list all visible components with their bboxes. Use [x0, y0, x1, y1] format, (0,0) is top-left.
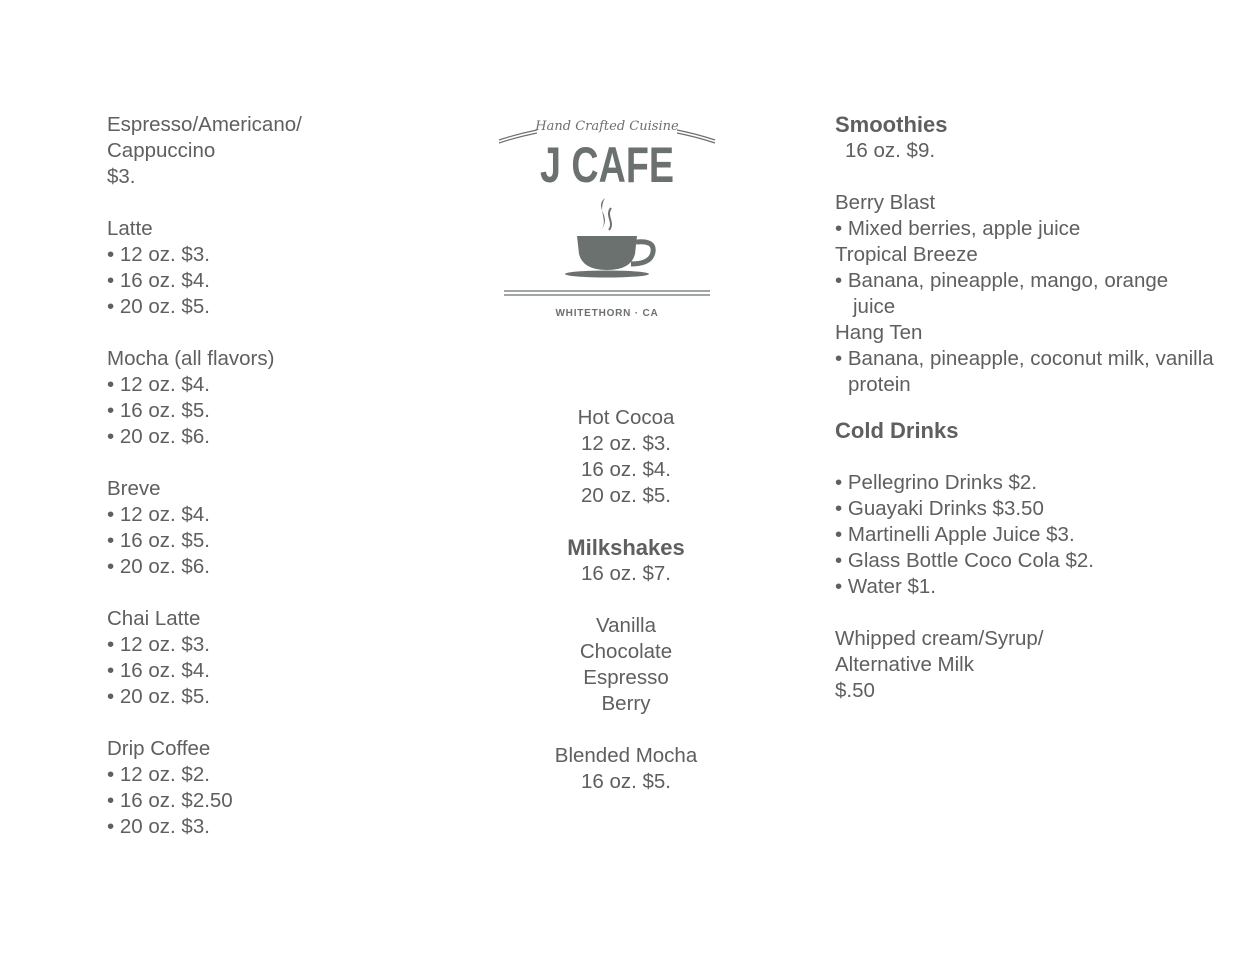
list-item: • 20 oz. $6. [107, 555, 210, 578]
smoothie-name: Hang Ten [835, 321, 923, 344]
list-item: • Guayaki Drinks $3.50 [835, 497, 1044, 520]
list-item: • 12 oz. $3. [107, 633, 210, 656]
list-item: • 12 oz. $2. [107, 763, 210, 786]
list-item: 20 oz. $5. [580, 484, 672, 507]
espresso-title-2: Cappuccino [107, 139, 216, 162]
list-item: 16 oz. $4. [580, 458, 672, 481]
list-item: • Martinelli Apple Juice $3. [835, 523, 1075, 546]
list-item: • Water $1. [835, 575, 936, 598]
list-item: 12 oz. $3. [580, 432, 672, 455]
hot-coffee-column [107, 112, 427, 840]
smoothie-desc: • Mixed berries, apple juice [835, 217, 1081, 240]
list-item: • 20 oz. $5. [107, 685, 210, 708]
smoothie-desc: • Banana, pineapple, coconut milk, vanilla protein [835, 347, 1214, 396]
list-item: • 12 oz. $4. [107, 373, 210, 396]
list-item: • 20 oz. $6. [107, 425, 210, 448]
list-item: • Glass Bottle Coco Cola $2. [835, 549, 1094, 572]
list-item: Espresso [583, 666, 669, 689]
list-item: • 16 oz. $5. [107, 529, 210, 552]
list-item: • 16 oz. $4. [107, 269, 210, 292]
smoothies-price: 16 oz. $9. [845, 139, 936, 162]
specialty-column [478, 405, 774, 795]
latte-title: Latte [107, 217, 153, 240]
list-item: Chocolate [579, 640, 673, 663]
blended-mocha-title: Blended Mocha [554, 744, 698, 767]
smoothies-cold-column [835, 112, 1215, 704]
milkshakes-title: Milkshakes [567, 535, 685, 560]
extras-price: $.50 [835, 679, 875, 702]
steam-icon [601, 198, 605, 230]
logo-graphic [497, 108, 717, 323]
list-item: • 16 oz. $5. [107, 399, 210, 422]
list-item: • 12 oz. $4. [107, 503, 210, 526]
list-item: Berry [601, 692, 651, 715]
list-item: • 20 oz. $5. [107, 295, 210, 318]
logo-brand: J CAFE [540, 137, 674, 193]
mocha-title: Mocha (all flavors) [107, 347, 275, 370]
espresso-title-1: Espresso/Americano/ [107, 113, 302, 136]
smoothie-name: Tropical Breeze [835, 243, 978, 266]
list-item: • 20 oz. $3. [107, 815, 210, 838]
hot-cocoa-title: Hot Cocoa [577, 406, 675, 429]
extras-line-2: Alternative Milk [835, 653, 974, 676]
list-item: Vanilla [595, 614, 657, 637]
breve-title: Breve [107, 477, 161, 500]
chai-latte-title: Chai Latte [107, 607, 201, 630]
list-item: • Pellegrino Drinks $2. [835, 471, 1038, 494]
espresso-price: $3. [107, 165, 136, 188]
cafe-logo [497, 108, 717, 323]
list-item: • 12 oz. $3. [107, 243, 210, 266]
list-item: • 16 oz. $4. [107, 659, 210, 682]
extras-line-1: Whipped cream/Syrup/ [835, 627, 1044, 650]
drip-coffee-title: Drip Coffee [107, 737, 211, 760]
list-item: • 16 oz. $2.50 [107, 789, 233, 812]
logo-tagline: Hand Crafted Cuisine [535, 119, 679, 134]
blended-mocha-price: 16 oz. $5. [580, 770, 672, 793]
smoothie-name: Berry Blast [835, 191, 936, 214]
smoothies-title: Smoothies [835, 112, 948, 137]
milkshakes-price: 16 oz. $7. [580, 562, 672, 585]
cold-drinks-title: Cold Drinks [835, 418, 959, 443]
smoothie-desc: • Banana, pineapple, mango, orange juice [835, 269, 1169, 318]
coffee-cup-icon [565, 236, 653, 278]
logo-location: WHITETHORN · CA [555, 308, 659, 319]
